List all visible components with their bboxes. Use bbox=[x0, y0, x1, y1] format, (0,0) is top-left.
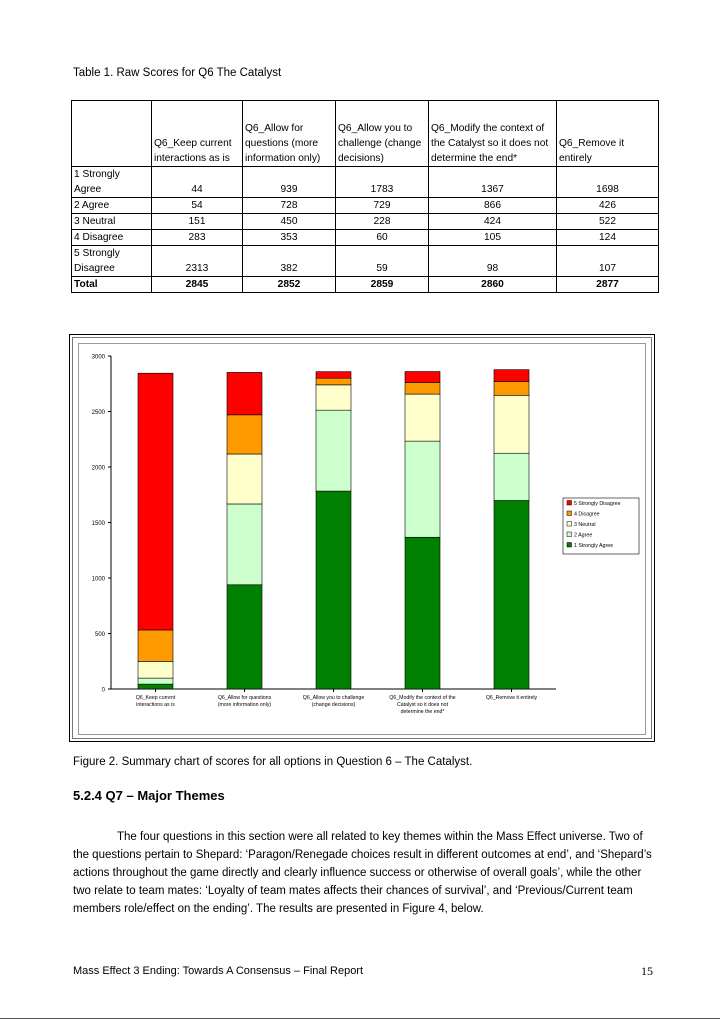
x-tick-label-line: Q6_Modify the context of the bbox=[389, 695, 456, 701]
row-label: 4 Disagree bbox=[72, 230, 152, 246]
table-cell: 228 bbox=[336, 214, 429, 230]
table-corner-cell bbox=[72, 101, 152, 167]
figure-caption: Figure 2. Summary chart of scores for all options in Question 6 – The Catalyst. bbox=[73, 756, 473, 768]
bar-segment bbox=[138, 630, 173, 661]
bar-segment bbox=[494, 453, 529, 500]
legend-swatch bbox=[567, 501, 572, 506]
table-cell: 1367 bbox=[429, 167, 557, 198]
table-total-row bbox=[72, 277, 659, 293]
bar-segment bbox=[494, 501, 529, 689]
raw-scores-table bbox=[71, 100, 659, 293]
x-tick-label-line: Q6_Keep current bbox=[135, 695, 176, 701]
table-header-cell: Q6_Keep current interactions as is bbox=[152, 101, 243, 167]
table-row bbox=[72, 246, 659, 277]
table-cell: 2852 bbox=[243, 277, 336, 293]
bar-segment bbox=[316, 378, 351, 385]
chart-area bbox=[78, 343, 646, 735]
bar-segment bbox=[316, 372, 351, 379]
table-cell: 1783 bbox=[336, 167, 429, 198]
body-paragraph: The four questions in this section were all related to key themes within the Mass Effect universe. Two of the questions pertain to Shepard: ‘Paragon/Renegade choices result in different outcomes at end’, and ‘Shepard’s actions throughout the game directly and clearly influence success or otherwise of overall goals’, while the other two relate to team mates: ‘Loyalty of team mates affects their chances of survival’, and ‘Previous/Current team members role/effect on the ending’. The results are presented in Figure 4, below. bbox=[73, 831, 652, 915]
x-tick-label-line: Q6_Remove it entirely bbox=[485, 695, 538, 701]
table-cell: 44 bbox=[152, 167, 243, 198]
legend-swatch bbox=[567, 532, 572, 537]
x-tick-label bbox=[486, 695, 538, 701]
table-cell: 2859 bbox=[336, 277, 429, 293]
bar-segment bbox=[138, 678, 173, 684]
row-label: Total bbox=[72, 277, 152, 293]
row-label: 2 Agree bbox=[72, 198, 152, 214]
legend-label: 4 Disagree bbox=[574, 511, 600, 518]
legend-label: 5 Strongly Disagree bbox=[574, 501, 621, 507]
table-header-cell: Q6_Allow you to challenge (change decisions) bbox=[336, 101, 429, 167]
table-cell: 353 bbox=[243, 230, 336, 246]
table-header-row bbox=[72, 101, 659, 167]
x-tick-label bbox=[218, 695, 272, 708]
bar-segment bbox=[227, 585, 262, 689]
bar-segment bbox=[138, 684, 173, 689]
x-tick-label-line: Q6_Allow you to challenge bbox=[302, 695, 365, 701]
bar-segment bbox=[405, 372, 440, 383]
table-cell: 105 bbox=[429, 230, 557, 246]
y-tick-label: 3000 bbox=[91, 354, 105, 361]
figure-frame bbox=[69, 334, 655, 742]
table-header-cell: Q6_Modify the context of the Catalyst so it does not determine the end* bbox=[429, 101, 557, 167]
table-caption: Table 1. Raw Scores for Q6 The Catalyst bbox=[73, 67, 282, 79]
table-header-cell: Q6_Allow for questions (more information only) bbox=[243, 101, 336, 167]
table-cell: 728 bbox=[243, 198, 336, 214]
bar-segment bbox=[138, 661, 173, 678]
legend-swatch bbox=[567, 522, 572, 527]
x-tick-label-line: Catalyst so it does not bbox=[396, 702, 449, 708]
table-cell: 2845 bbox=[152, 277, 243, 293]
row-label: 3 Neutral bbox=[72, 214, 152, 230]
bar-segment bbox=[494, 382, 529, 396]
y-tick-label: 2500 bbox=[91, 410, 105, 416]
table-cell: 151 bbox=[152, 214, 243, 230]
bar-segment bbox=[494, 395, 529, 453]
bar-segment bbox=[405, 394, 440, 441]
legend-label: 3 Neutral bbox=[574, 522, 596, 528]
stacked-bar-chart bbox=[79, 344, 645, 734]
footer-title: Mass Effect 3 Ending: Towards A Consensus – Final Report bbox=[73, 965, 364, 977]
table-cell: 522 bbox=[557, 214, 659, 230]
table-row bbox=[72, 198, 659, 214]
page-bottom-edge bbox=[0, 1018, 720, 1019]
table-cell: 59 bbox=[336, 246, 429, 277]
table-cell: 283 bbox=[152, 230, 243, 246]
table-cell: 450 bbox=[243, 214, 336, 230]
y-tick-label: 500 bbox=[94, 632, 105, 638]
table-cell: 382 bbox=[243, 246, 336, 277]
y-tick-label: 0 bbox=[101, 687, 105, 694]
bar-segment bbox=[227, 415, 262, 454]
y-tick-label: 1500 bbox=[91, 521, 105, 527]
section-heading: 5.2.4 Q7 – Major Themes bbox=[73, 788, 225, 803]
legend-label: 2 Agree bbox=[574, 532, 593, 539]
legend-swatch bbox=[567, 543, 572, 548]
bar-segment bbox=[405, 382, 440, 394]
table-cell: 939 bbox=[243, 167, 336, 198]
bar-segment bbox=[405, 537, 440, 689]
table-cell: 107 bbox=[557, 246, 659, 277]
x-tick-label bbox=[389, 695, 455, 715]
table-row bbox=[72, 167, 659, 198]
table-cell: 424 bbox=[429, 214, 557, 230]
bar-segment bbox=[405, 441, 440, 537]
table-cell: 124 bbox=[557, 230, 659, 246]
table-cell: 1698 bbox=[557, 167, 659, 198]
table-cell: 2877 bbox=[557, 277, 659, 293]
table-cell: 426 bbox=[557, 198, 659, 214]
bar-segment bbox=[316, 385, 351, 410]
x-tick-label bbox=[136, 695, 176, 708]
table-row bbox=[72, 214, 659, 230]
x-tick-label-line: determine the end* bbox=[400, 709, 445, 715]
legend-swatch bbox=[567, 511, 572, 516]
bar-segment bbox=[138, 373, 173, 630]
y-tick-label: 1000 bbox=[91, 576, 105, 583]
table-cell: 54 bbox=[152, 198, 243, 214]
bar-segment bbox=[316, 491, 351, 689]
table-cell: 866 bbox=[429, 198, 557, 214]
table-cell: 98 bbox=[429, 246, 557, 277]
bar-segment bbox=[316, 410, 351, 491]
table-header-cell: Q6_Remove it entirely bbox=[557, 101, 659, 167]
row-label: 5 Strongly Disagree bbox=[72, 246, 152, 277]
table-cell: 2313 bbox=[152, 246, 243, 277]
x-tick-label-line: Q6_Allow for questions bbox=[217, 695, 272, 701]
y-tick-label: 2000 bbox=[91, 465, 105, 472]
page-number: 15 bbox=[641, 964, 653, 978]
x-tick-label bbox=[303, 695, 365, 708]
legend-label: 1 Strongly Agree bbox=[574, 543, 614, 549]
table-row bbox=[72, 230, 659, 246]
table-cell: 2860 bbox=[429, 277, 557, 293]
x-tick-label-line: (change decisions) bbox=[311, 702, 356, 708]
x-tick-label-line: interactions as is bbox=[136, 702, 175, 708]
bar-segment bbox=[494, 370, 529, 382]
x-tick-label-line: (more information only) bbox=[217, 702, 272, 708]
bar-segment bbox=[227, 454, 262, 504]
table-cell: 60 bbox=[336, 230, 429, 246]
bar-segment bbox=[227, 504, 262, 585]
bar-segment bbox=[227, 372, 262, 414]
table-cell: 729 bbox=[336, 198, 429, 214]
row-label: 1 Strongly Agree bbox=[72, 167, 152, 198]
